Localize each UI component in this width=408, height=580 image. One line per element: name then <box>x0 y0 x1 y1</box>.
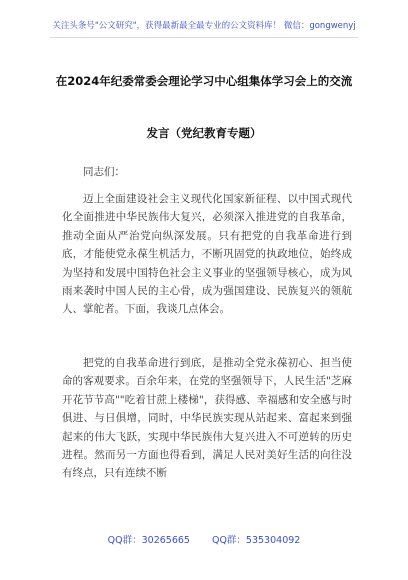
body-paragraph-1 <box>62 190 352 319</box>
document-title-line-2: 发言（党纪教育专题） <box>146 126 262 140</box>
footer-qq-group-2: QQ群：535304092 <box>211 535 301 546</box>
paragraph-text: 迈上全面建设社会主义现代化国家新征程、以中国式现代化全面推进中华民族伟大复兴，必须深入推进党的自我革命，推动全面从严治党向纵深发展。只有把党的自我革命进行到底，才能使党永葆生机活力，不断巩固党的执政地位，始终成为坚持和发展中国特色社会主义事业的坚强领导核心，成为风雨来袭时中国人民的主心骨，成为强国建设、民族复兴的领航人、掌舵者。下面，我谈几点体会。 <box>62 193 352 316</box>
header-divider <box>50 37 358 38</box>
body-paragraph-2 <box>62 354 352 483</box>
footer-qq-group-1: QQ群：30265665 <box>107 535 190 546</box>
salutation: 同志们： <box>83 166 125 178</box>
header-promo-note: 关注头条号"公文研究"，获得最新最全最专业的公文资料库！ 微信：gongwenyj <box>52 21 356 31</box>
document-title-line-1: 在2024年纪委常委会理论学习中心组集体学习会上的交流 <box>55 74 353 88</box>
paragraph-text: 把党的自我革命进行到底，是推动全党永葆初心、担当使命的客观要求。百余年来，在党的坚强领导下，人民生活"芝麻开花节节高""吃着甘蔗上楼梯"，获得感、幸福感和安全感与时俱进、与日俱增，同时，中华民族实现从站起来、富起来到强起来的伟大飞跃，实现中华民族伟大复兴进入不可逆转的历史进程。然而另一方面也得看到，满足人民对美好生活的向往没有终点，只有连续不断 <box>62 357 352 480</box>
footer-contact <box>0 535 408 547</box>
